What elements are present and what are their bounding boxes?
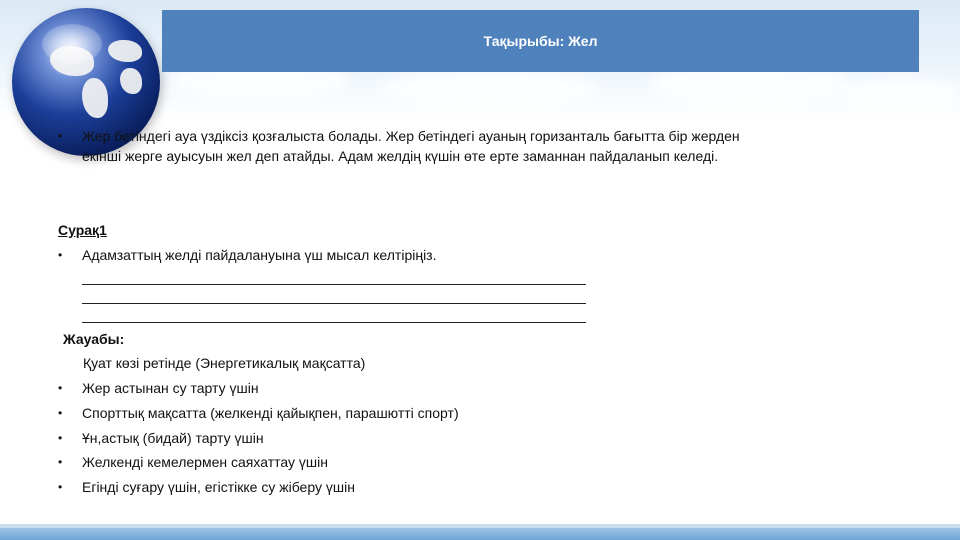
answer-blank-line-2 — [82, 303, 586, 304]
answer-item-5: Егінді суғару үшін, егістікке су жіберу үшін — [82, 479, 355, 495]
answer-item-4: Желкенді кемелермен саяхаттау үшін — [82, 454, 328, 470]
answer-subheading: Қуат көзі ретінде (Энергетикалық мақсатта) — [83, 355, 366, 371]
answer-blank-line-1 — [82, 284, 586, 285]
bullet-marker: • — [58, 129, 63, 143]
bullet-marker: • — [58, 455, 63, 469]
bullet-marker: • — [58, 381, 63, 395]
intro-line-2: екінші жерге ауысуын жел деп атайды. Адам желдің күшін өте ерте заманнан пайдаланып келеді. — [82, 148, 719, 164]
footer-band — [0, 528, 960, 540]
answer-item-2: Спорттық мақсатта (желкенді қайықпен, парашютті спорт) — [82, 405, 459, 421]
bullet-marker: • — [58, 480, 63, 494]
intro-line-1: Жер бетіндегі ауа үздіксіз қозғалыста болады. Жер бетіндегі ауаның горизанталь бағытта бір жерден — [82, 128, 740, 144]
answer-item-1: Жер астынан су тарту үшін — [82, 380, 259, 396]
question-heading: Сурақ1 — [58, 222, 107, 238]
page-title: Тақырыбы: Жел — [483, 33, 598, 49]
answer-blank-line-3 — [82, 322, 586, 323]
bullet-marker: • — [58, 431, 63, 445]
bullet-marker: • — [58, 406, 63, 420]
answer-heading: Жауабы: — [63, 331, 125, 347]
question-text: Адамзаттың желді пайдалануына үш мысал келтіріңіз. — [82, 247, 437, 263]
answer-item-3: Ұн,астық (бидай) тарту үшін — [82, 430, 264, 446]
bullet-marker: • — [58, 248, 63, 262]
